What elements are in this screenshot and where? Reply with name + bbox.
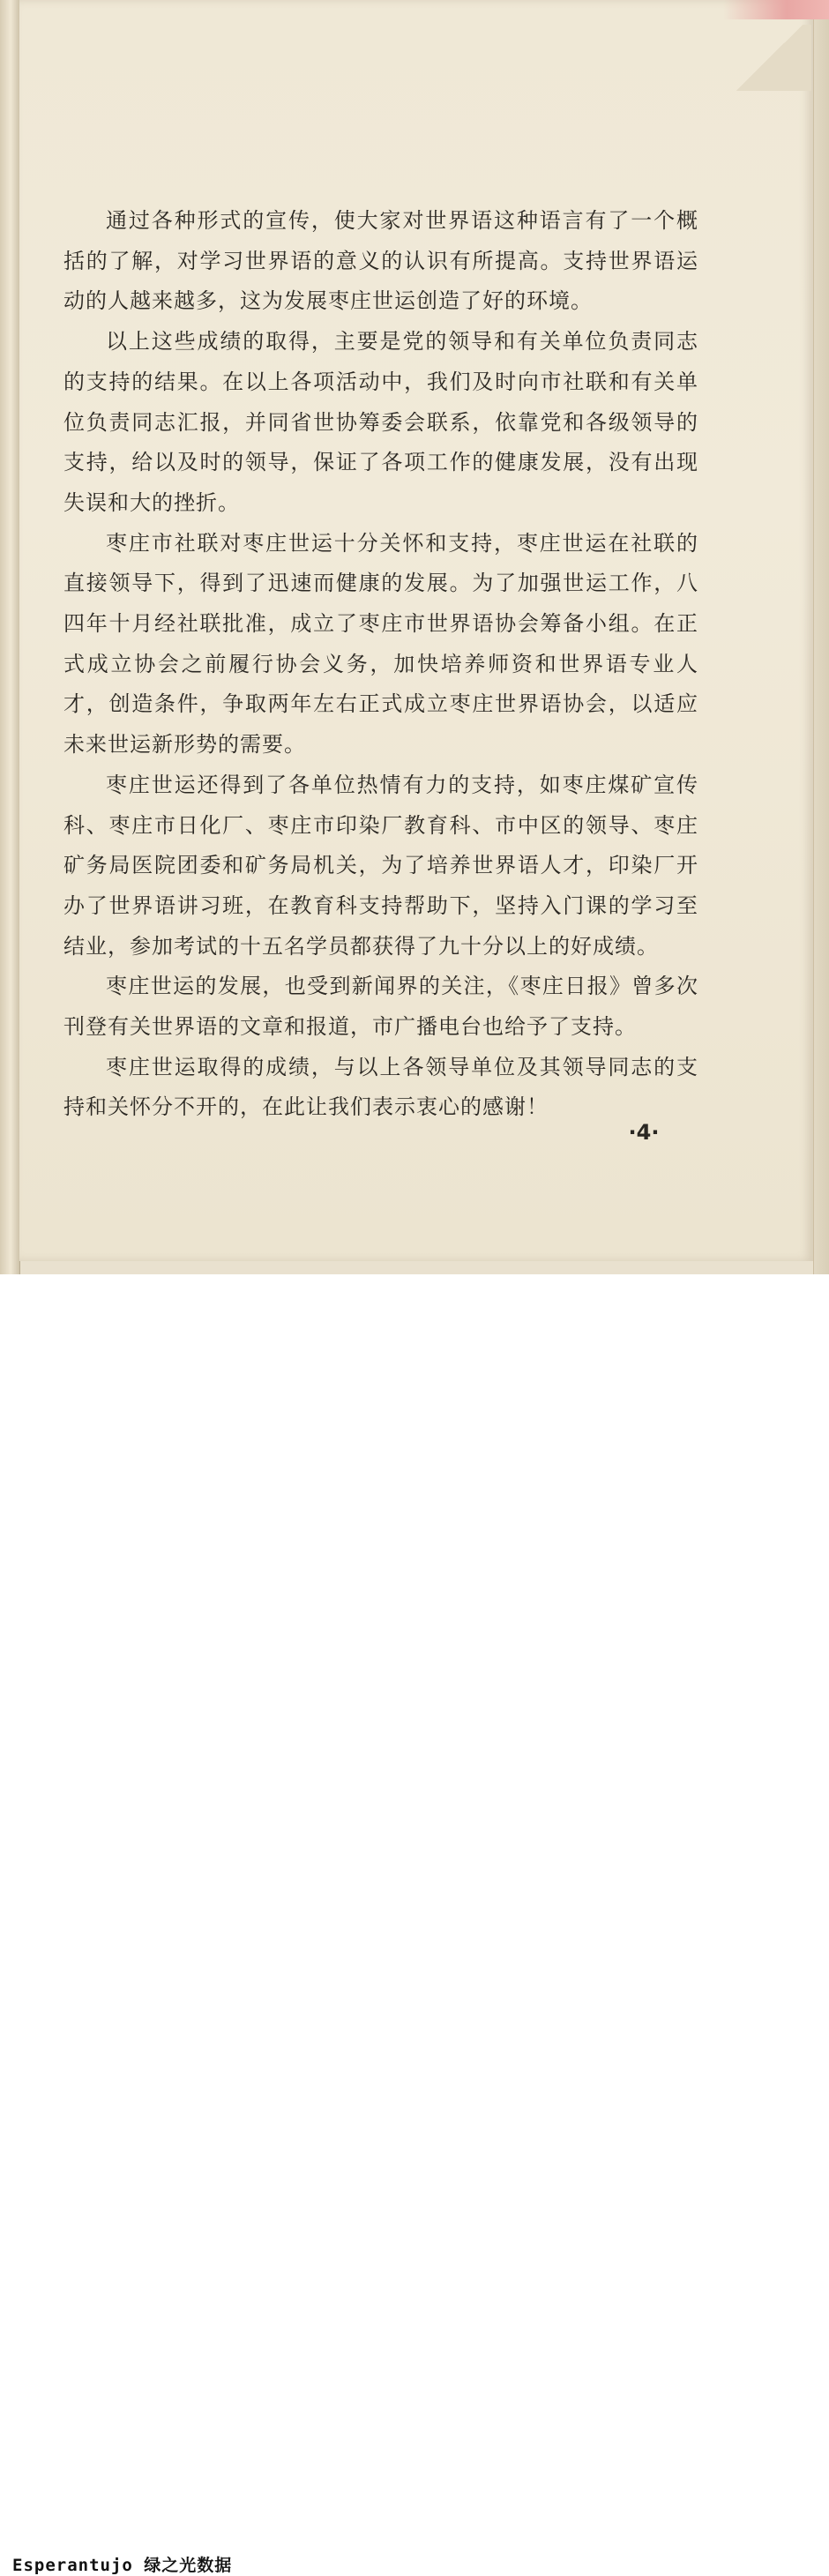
scanned-page (0, 0, 829, 1274)
paragraph-5: 枣庄世运的发展，也受到新闻界的关注，《枣庄日报》曾多次刊登有关世界语的文章和报道，市广播电台也给予了支持。 (63, 974, 698, 1040)
body-text (63, 201, 698, 1128)
source-watermark: Esperantujo 绿之光数据 (12, 2556, 233, 2575)
red-cover-corner (723, 0, 829, 19)
left-page-edge (0, 0, 20, 1274)
folded-corner (728, 25, 811, 91)
bottom-strip (0, 1274, 829, 2575)
paragraph-3: 枣庄市社联对枣庄世运十分关怀和支持，枣庄世运在社联的直接领导下，得到了迅速而健康的发展。为了加强世运工作，八四年十月经社联批准，成立了枣庄市世界语协会筹备小组。在正式成立协会之前履行协会义务，加快培养师资和世界语专业人才，创造条件，争取两年左右正式成立枣庄世界语协会，以适应未来世运新形势的需要。 (63, 530, 698, 758)
right-page-edge (813, 0, 829, 1274)
paragraph-4: 枣庄世运还得到了各单位热情有力的支持，如枣庄煤矿宣传科、枣庄市日化厂、枣庄市印染厂教育科、市中区的领导、枣庄矿务局医院团委和矿务局机关，为了培养世界语人才，印染厂开办了世界语讲习班，在教育科支持帮助下，坚持入门课的学习至结业，参加考试的十五名学员都获得了九十分以上的好成绩。 (63, 772, 698, 959)
paragraph-2: 以上这些成绩的取得，主要是党的领导和有关单位负责同志的支持的结果。在以上各项活动中，我们及时向市社联和有关单位负责同志汇报，并同省世协筹委会联系，依靠党和各级领导的支持，给以及时的领导，保证了各项工作的健康发展，没有出现失误和大的挫折。 (63, 329, 698, 515)
page-number: ·4· (628, 1120, 660, 1145)
paragraph-6: 枣庄世运取得的成绩，与以上各领导单位及其领导同志的支持和关怀分不开的，在此让我们表示衷心的感谢！ (63, 1054, 698, 1120)
paragraph-1: 通过各种形式的宣传，使大家对世界语这种语言有了一个概括的了解，对学习世界语的意义的认识有所提高。支持世界语运动的人越来越多，这为发展枣庄世运创造了好的环境。 (63, 208, 698, 314)
